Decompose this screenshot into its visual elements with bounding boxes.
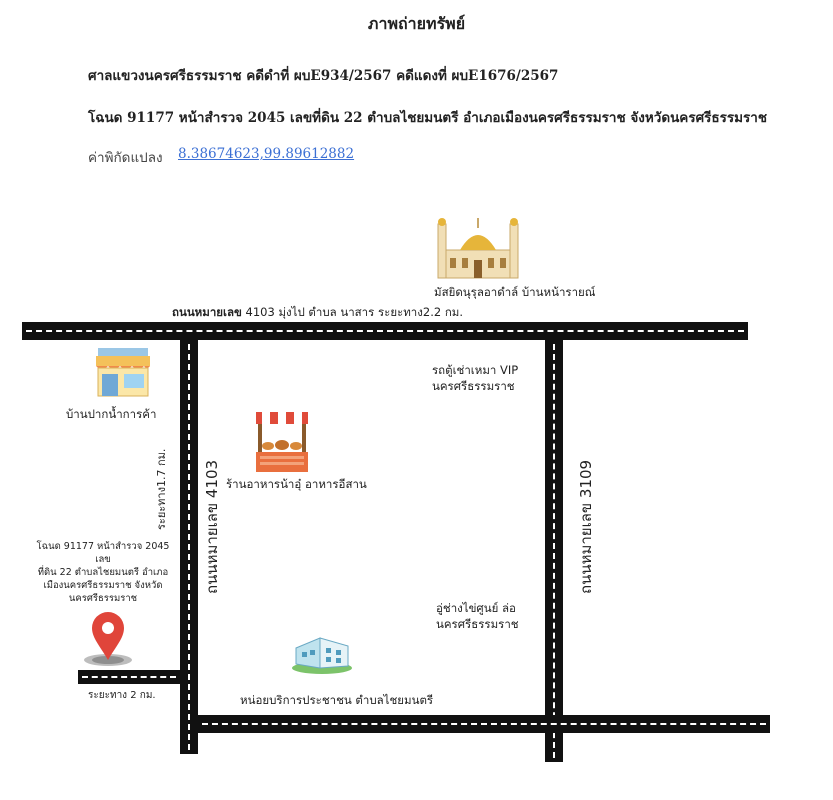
building-icon [290,630,354,674]
food-stall-icon [254,412,310,474]
shop-icon [94,348,152,398]
mosque-icon [436,210,520,280]
property-description: โฉนด 91177 หน้าสำรวจ 2045 เลข ที่ดิน 22 ตำบลไชยมนตรี อำเภอ เมืองนครศรีธรรมราช จังหวัด นครศรีธรรมราช [36,541,170,604]
bottom-distance-label: ระยะทาง 2 กม. [88,690,156,701]
bottom-road-dashes [202,723,766,725]
case-line: ศาลแขวงนครศรีธรรมราช คดีดำที่ ผบE934/2567 คดีแดงที่ ผบE1676/2567 [88,68,559,84]
left-distance-label: ระยะทาง1.7 กม. [155,448,168,530]
page-title: ภาพถ่ายทรัพย์ [367,14,466,33]
coordinate-link[interactable]: 8.38674623,99.89612882 [178,146,355,162]
van-rental-label: รถตู้เช่าเหมา VIP นครศรีธรรมราช [432,363,519,393]
left-road-dashes [188,344,190,750]
deed-line: โฉนด 91177 หน้าสำรวจ 2045 เลขที่ดิน 22 ตำบลไชยมนตรี อำเภอเมืองนครศรีธรรมราช จังหวัดนครศรีธรรมราช [88,110,768,126]
coordinate-label: ค่าพิกัดแปลง [88,150,163,166]
road-3109-label: ถนนหมายเลข 3109 [577,459,595,594]
location-pin-icon[interactable] [80,608,136,668]
top-road-label: ถนนหมายเลข 4103 มุ่งไป ตำบล นาสาร ระยะทาง2.2 กม. [172,305,464,319]
garage-label: อู่ช่างไข่ศูนย์ ล่อ นครศรีธรรมราช [436,601,519,631]
restaurant-label: ร้านอาหารน้าอุ๋ อาหารอีสาน [226,477,367,491]
top-road-dashes [26,330,744,332]
shop-label: บ้านปากน้ำการค้า [66,407,157,421]
road-4103-label: ถนนหมายเลข 4103 [203,459,221,594]
service-unit-label: หน่อยบริการประชาชน ตำบลไชยมนตรี [240,693,434,707]
mosque-label: มัสยิดนุรุลอาดำล์ บ้านหน้ารายณ์ [434,285,596,299]
right-road-dashes [553,344,555,758]
access-road-dashes [82,676,176,678]
